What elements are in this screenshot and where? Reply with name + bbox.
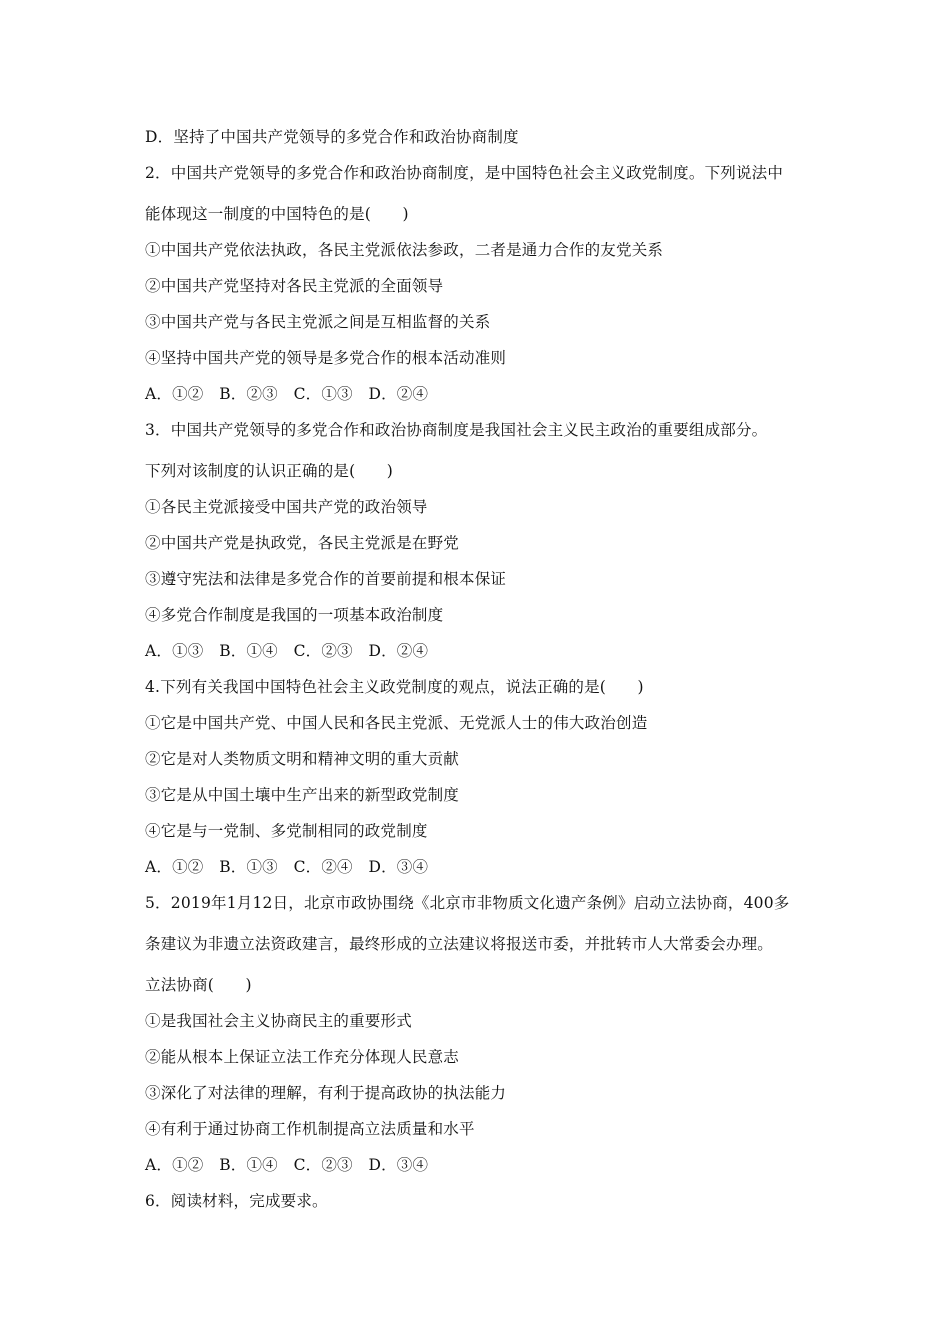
q2-options: A．①② B．②③ C．①③ D．②④ <box>145 385 429 403</box>
q4-options: A．①② B．①③ C．②④ D．③④ <box>145 858 429 876</box>
q5-statement-2: ②能从根本上保证立法工作充分体现人民意志 <box>145 1048 460 1066</box>
q4-statement-4: ④它是与一党制、多党制相同的政党制度 <box>145 822 428 840</box>
q4-statement-2: ②它是对人类物质文明和精神文明的重大贡献 <box>145 750 460 768</box>
question-2-stem: 2．中国共产党领导的多党合作和政治协商制度，是中国特色社会主义政党制度。下列说法中 <box>145 164 784 182</box>
question-3-stem-cont: 下列对该制度的认识正确的是( ) <box>145 462 393 480</box>
option-d-line: D．坚持了中国共产党领导的多党合作和政治协商制度 <box>145 128 519 146</box>
q5-options: A．①② B．①④ C．②③ D．③④ <box>145 1156 429 1174</box>
question-4-stem: 4.下列有关我国中国特色社会主义政党制度的观点，说法正确的是( ) <box>145 678 644 696</box>
q2-statement-4: ④坚持中国共产党的领导是多党合作的根本活动准则 <box>145 349 507 367</box>
q3-options: A．①③ B．①④ C．②③ D．②④ <box>145 642 429 660</box>
q2-statement-1: ①中国共产党依法执政，各民主党派依法参政，二者是通力合作的友党关系 <box>145 241 664 259</box>
question-3-stem: 3．中国共产党领导的多党合作和政治协商制度是我国社会主义民主政治的重要组成部分。 <box>145 421 768 439</box>
question-5-stem-end: 立法协商( ) <box>145 976 252 994</box>
question-6-stem: 6．阅读材料，完成要求。 <box>145 1192 328 1210</box>
question-5-stem: 5．2019年1月12日，北京市政协围绕《北京市非物质文化遗产条例》启动立法协商，400多 <box>145 894 790 912</box>
q4-statement-3: ③它是从中国土壤中生产出来的新型政党制度 <box>145 786 460 804</box>
q3-statement-3: ③遵守宪法和法律是多党合作的首要前提和根本保证 <box>145 570 507 588</box>
q3-statement-1: ①各民主党派接受中国共产党的政治领导 <box>145 498 428 516</box>
q5-statement-3: ③深化了对法律的理解，有利于提高政协的执法能力 <box>145 1084 507 1102</box>
q4-statement-1: ①它是中国共产党、中国人民和各民主党派、无党派人士的伟大政治创造 <box>145 714 648 732</box>
q3-statement-2: ②中国共产党是执政党，各民主党派是在野党 <box>145 534 460 552</box>
q5-statement-4: ④有利于通过协商工作机制提高立法质量和水平 <box>145 1120 475 1138</box>
q3-statement-4: ④多党合作制度是我国的一项基本政治制度 <box>145 606 444 624</box>
question-5-stem-cont: 条建议为非遗立法资政建言，最终形成的立法建议将报送市委，并批转市人大常委会办理。 <box>145 935 774 953</box>
q5-statement-1: ①是我国社会主义协商民主的重要形式 <box>145 1012 412 1030</box>
q2-statement-3: ③中国共产党与各民主党派之间是互相监督的关系 <box>145 313 491 331</box>
q2-statement-2: ②中国共产党坚持对各民主党派的全面领导 <box>145 277 444 295</box>
question-2-stem-cont: 能体现这一制度的中国特色的是( ) <box>145 205 409 223</box>
